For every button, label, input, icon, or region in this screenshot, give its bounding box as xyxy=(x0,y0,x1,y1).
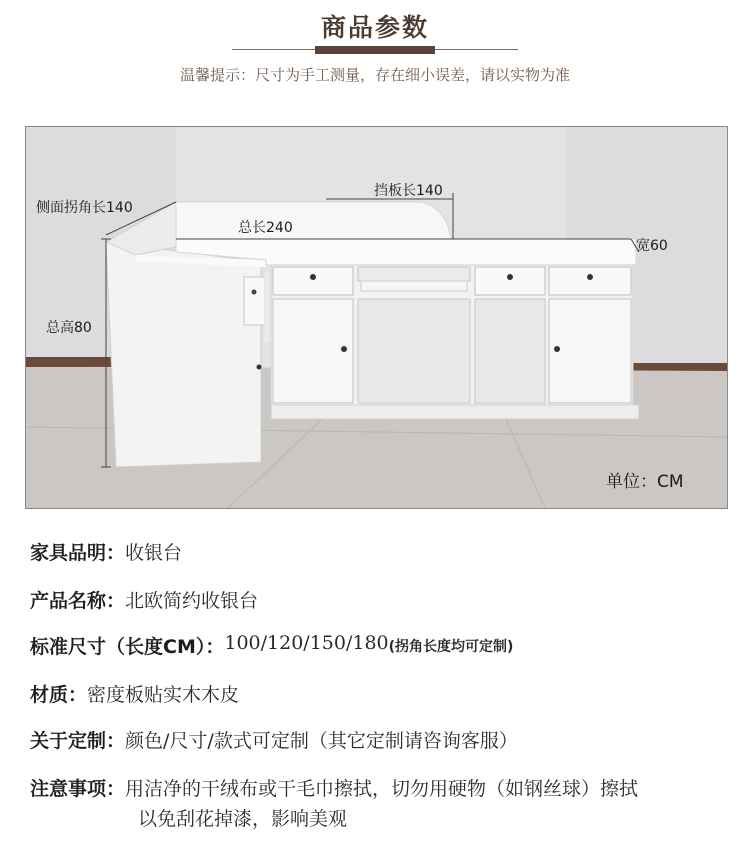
spec-notice xyxy=(30,774,730,834)
spec-product-name xyxy=(30,586,258,613)
side-corner-length-label: 侧面拐角长140 xyxy=(36,200,133,216)
spec-key: 产品名称： xyxy=(30,590,126,612)
spec-key: 标准尺寸（长度CM）： xyxy=(30,636,225,658)
title-underline-bar xyxy=(315,46,435,54)
spec-key: 家具品明： xyxy=(30,542,126,564)
spec-note: (拐角长度均可定制) xyxy=(388,639,514,655)
spec-material xyxy=(30,680,239,707)
total-length-label: 总长240 xyxy=(238,220,293,236)
spec-key: 关于定制： xyxy=(30,730,126,752)
spec-standard-size xyxy=(30,632,513,659)
spec-key: 注意事项： xyxy=(30,778,126,800)
product-dimension-figure xyxy=(25,126,728,509)
measurement-tip: 温馨提示：尺寸为手工测量，存在细小误差，请以实物为准 xyxy=(179,66,570,84)
spec-key: 材质： xyxy=(30,684,88,706)
total-height-label: 总高80 xyxy=(46,320,92,336)
spec-value-line2: 以免刮花掉漆，影响美观 xyxy=(138,808,348,830)
spec-value: 密度板贴实木木皮 xyxy=(87,684,240,706)
spec-value: 北欧简约收银台 xyxy=(125,590,259,612)
spec-furniture-name xyxy=(30,538,182,565)
spec-value: 颜色/尺寸/款式可定制（其它定制请咨询客服） xyxy=(125,730,518,752)
spec-value: 收银台 xyxy=(125,542,183,564)
unit-label: 单位：CM xyxy=(606,472,684,492)
baffle-length-label: 挡板长140 xyxy=(374,183,443,199)
width-label: 宽60 xyxy=(636,238,668,254)
page-title: 商品参数 xyxy=(320,13,429,42)
spec-customization xyxy=(30,726,518,753)
spec-value-line1: 用洁净的干绒布或干毛巾擦拭，切勿用硬物（如钢丝球）擦拭 xyxy=(125,778,639,800)
spec-value: 100/120/150/180 xyxy=(224,632,389,654)
